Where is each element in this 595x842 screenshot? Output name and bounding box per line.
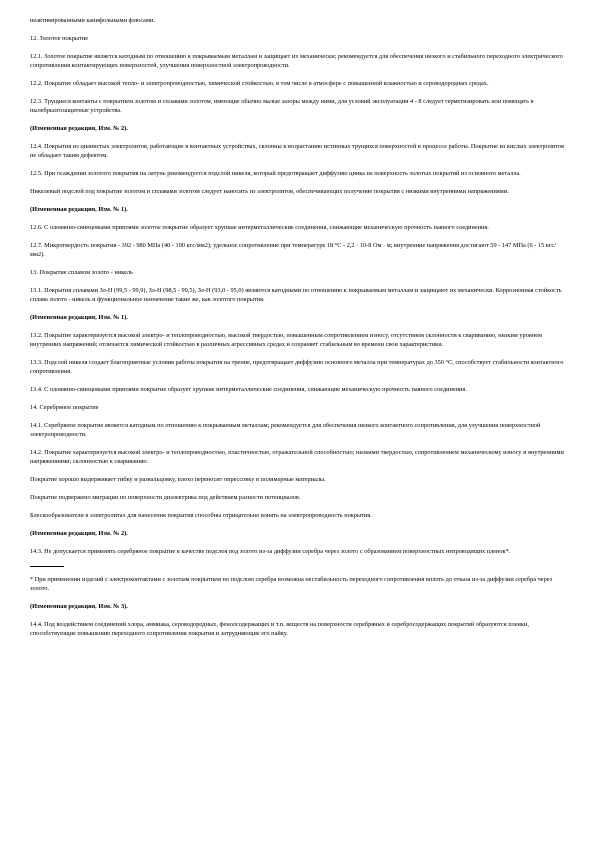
paragraph-12-7: 12.7. Микротвердость покрытия - 392 - 980 МПа (40 - 100 кгс/мм2); удельное сопротивление при температуре 18 °С - 2,2 · 10-8 Ом · м; внутренние напряжения достигают 59 - 147 МПа (6 - 15 кгс/мм2). [30,242,556,258]
paragraph-13-2: 13.2. Покрытие характеризуется высокой электро- и теплопроводностью, высокой твердостью, повышенным сопротивлением износу, отсутствием склонности к свариванию, низким уровнем внутренних напряжений; отличается химической стойкостью в различных агрессивных средах и сохраняет стабильным во времени свои характеристики. [30,332,542,348]
footnote: * При применении изделий с электроконтактами с золотым покрытием по подслою серебра возможна нестабильность переходного сопротивления вплоть до отказа из-за диффузии серебра через золото. [30,576,553,592]
paragraph-14-2: 14.2. Покрытие характеризуется высокой электро- и теплопроводностью, пластичностью, отражательной способностью; низкими твердостью, сопротивлением механическому износу и внутренними напряжениями; склонностью к свариванию. [30,449,564,465]
paragraph-migration: Покрытие подвержено миграции по поверхности диэлектрика под действием разности потенциалов. [30,494,301,501]
amendment-note: (Измененная редакция, Изм. № 1). [30,314,128,321]
paragraph-nickel-sublayer: Никелевый подслой под покрытие золотом и сплавами золотом следует наносить из электролитов, обеспечивающих получение покрытия с низкими внутренними напряжениями. [30,188,509,195]
paragraph-14-3: 14.3. Не допускается применять серебряное покрытие в качестве подслоя под золото из-за диффузии серебра через золото с образованием поверхностных непроводящих пленок*. [30,548,511,555]
paragraph-12-6: 12.6. С оловянно-свинцовыми припоями золотое покрытие образует хрупкие интерметаллические соединения, снижающие механическую прочность паяного соединения. [30,224,489,231]
paragraph-13-1: 13.1. Покрытия сплавами Зл-Н (99,5 - 99,9), Зл-Н (98,5 - 99,5), Зл-Н (93,0 - 95,0) являются катодными по отношению к покрываемым металлам и защищают их механически. Коррозионная стойкость сплава золото - никель и функциональное назначение такие же, как золотого покрытия. [30,287,562,303]
paragraph-12-5: 12.5. При осаждении золотого покрытия на латунь рекомендуется подслой никеля, который предотвращает диффузию цинка на поверхность золотых покрытий из основного металла. [30,170,521,177]
section-heading-14: 14. Серебряное покрытие [30,404,99,411]
amendment-note: (Измененная редакция, Изм. № 2). [30,125,128,132]
footnote-separator [30,566,64,567]
paragraph-continuation: неактивированными канифольными флюсами. [30,17,155,24]
section-heading-13: 13. Покрытие сплавом золото - никель [30,269,133,276]
paragraph-14-4: 14.4. Под воздействием соединений хлора, аммиака, сероводородных, фенолсодержащих и т.п. веществ на поверхности серебряных и серебросодержащих покрытий образуются пленки, способствующие повышению переходного сопротивления покрытия и затрудняющие его пайку. [30,621,529,637]
amendment-note: (Измененная редакция, Изм. № 3). [30,603,128,610]
paragraph-12-4: 12.4. Покрытия из цианистых электролитов, работающие в контактных устройствах, склонны к возрастанию истинных трущихся поверхностей в процессе работы. Покрытие из кислых электролитов не обладает таким дефектом. [30,143,565,159]
paragraph-brighteners: Блескообразователи в электролитах для нанесения покрытия способны отрицательно влиять на электропроводность покрытия. [30,512,372,519]
paragraph-12-1: 12.1. Золотое покрытие является катодным по отношению к покрываемым металлам и защищает их механически; рекомендуется для обеспечения низкого и стабильного переходного электрического сопротивления контактирующих поверхностей, улучшения поверхностной электропроводности. [30,53,563,69]
paragraph-13-3: 13.3. Подслой никеля создает благоприятные условия работы покрытия на трение, предотвращает диффузию основного металла при температурах до 350 °С, способствует стабильности контактного сопротивления. [30,359,564,375]
paragraph-12-2: 12.2. Покрытие обладает высокой тепло- и электропроводностью, химической стойкостью, в том числе в атмосфере с повышенной влажностью и сероводородных средах. [30,80,489,87]
section-heading-12: 12. Золотое покрытие [30,35,89,42]
paragraph-14-1: 14.1. Серебряное покрытие является катодным по отношению к покрываемым металлам; рекомендуется для обеспечения низкого контактного сопротивления, для улучшения поверхностной электропроводности. [30,422,541,438]
paragraph-12-3: 12.3. Трущиеся контакты с покрытием золотом и сплавами золотом, имеющие обычно малые зазоры между ними, для условий эксплуатации 4 - 8 следует герметизировать или помещать в пылебрызгозащитные устройства. [30,98,534,114]
paragraph-13-4: 13.4. С оловянно-свинцовыми припоями покрытие образует хрупкие интерметаллические соединения, снижающие механическую прочность паяного соединения. [30,386,467,393]
paragraph-bending: Покрытие хорошо выдерживает гибку и развальцовку, плохо переносит опрессовку в полимерные материалы. [30,476,326,483]
amendment-note: (Измененная редакция, Изм. № 1). [30,206,128,213]
amendment-note: (Измененная редакция, Изм. № 2). [30,530,128,537]
